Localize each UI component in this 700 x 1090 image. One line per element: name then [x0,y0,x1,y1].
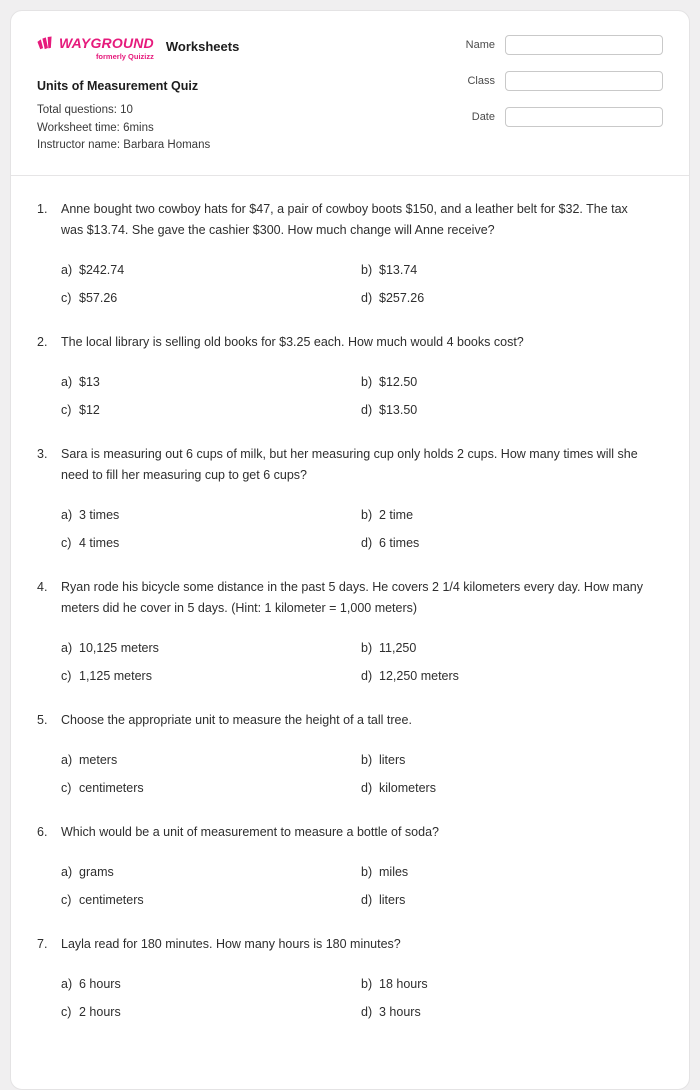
options-grid [61,368,661,424]
option-text: 2 time [379,507,414,522]
question-item [37,332,661,424]
class-field-row [453,71,663,91]
option-letter: d) [361,1004,373,1019]
date-field-label: Date [471,111,495,123]
option-letter: b) [361,752,373,767]
option-letter: c) [61,1004,72,1019]
question-number: 6. [37,824,48,839]
answer-option [61,746,361,774]
answer-option [361,662,661,690]
option-letter: c) [61,780,72,795]
options-grid [61,970,661,1026]
option-text: kilometers [379,780,436,795]
option-letter: d) [361,535,373,550]
option-text: centimeters [79,892,144,907]
option-letter: b) [361,507,373,522]
option-letter: c) [61,892,72,907]
options-grid [61,501,661,557]
answer-option [361,368,661,396]
worksheet-header [11,11,689,175]
question-text: Choose the appropriate unit to measure the height of a tall tree. [61,712,412,727]
question-item [37,199,661,312]
options-grid [61,256,661,312]
options-grid [61,858,661,914]
answer-option [61,634,361,662]
option-text: $12.50 [379,374,418,389]
question-text: Layla read for 180 minutes. How many hours is 180 minutes? [61,936,401,951]
question-number: 3. [37,446,48,461]
answer-option [361,501,661,529]
name-field-row [453,35,663,55]
name-input[interactable] [505,35,663,55]
option-letter: a) [61,507,73,522]
answer-option [361,774,661,802]
worksheet-card [10,10,690,1090]
answer-option [61,256,361,284]
option-letter: d) [361,402,373,417]
option-text: 10,125 meters [79,640,159,655]
answer-option [361,858,661,886]
answer-option [361,746,661,774]
answer-option [61,662,361,690]
answer-option [61,529,361,557]
option-letter: c) [61,402,72,417]
option-letter: c) [61,290,72,305]
date-input[interactable] [505,107,663,127]
wayground-logo-icon [37,36,55,51]
quiz-instructor-name: Instructor name: Barbara Homans [37,139,211,151]
wayground-wordmark: WAYGROUND [59,35,154,51]
answer-option [61,396,361,424]
option-text: 6 times [379,535,420,550]
option-text: 6 hours [79,976,121,991]
option-text: $13 [79,374,100,389]
option-text: $57.26 [79,290,118,305]
option-letter: a) [61,374,73,389]
option-letter: a) [61,864,73,879]
date-field-row [453,107,663,127]
option-text: 11,250 [379,640,417,655]
option-letter: b) [361,262,373,277]
name-field-label: Name [465,39,495,51]
option-text: 12,250 meters [379,668,459,683]
option-letter: d) [361,780,373,795]
option-text: $12 [79,402,100,417]
answer-option [61,858,361,886]
header-left [37,33,239,155]
answer-option [61,886,361,914]
answer-option [361,998,661,1026]
answer-option [361,396,661,424]
option-text: $13.74 [379,262,418,277]
options-grid [61,746,661,802]
option-text: 2 hours [79,1004,121,1019]
option-text: 18 hours [379,976,428,991]
option-text: 3 times [79,507,120,522]
option-letter: d) [361,668,373,683]
question-number: 4. [37,579,48,594]
option-text: 4 times [79,535,120,550]
quiz-worksheet-time: Worksheet time: 6mins [37,121,154,134]
question-item [37,710,661,802]
option-letter: c) [61,535,72,550]
option-letter: a) [61,752,73,767]
option-text: $257.26 [379,290,425,305]
option-text: 3 hours [379,1004,421,1019]
question-item [37,444,661,557]
option-text: liters [379,892,406,907]
option-letter: b) [361,374,373,389]
answer-option [61,774,361,802]
questions-list [11,176,689,1076]
option-text: 1,125 meters [79,668,152,683]
question-text: Ryan rode his bicycle some distance in the past 5 days. He covers 2 1/4 kilometers every day. How many meters did he cover in 5 days. (Hint: 1 kilometer = 1,000 meters) [61,579,643,615]
question-text: Anne bought two cowboy hats for $47, a pair of cowboy boots $150, and a leather belt for $32. The tax was $13.74. She gave the cashier $300. How much change will Anne receive? [61,201,628,237]
option-letter: b) [361,976,373,991]
option-letter: a) [61,262,73,277]
option-letter: c) [61,668,72,683]
wayground-subtitle: formerly Quizizz [95,52,154,61]
option-text: $242.74 [79,262,125,277]
product-name: Worksheets [165,39,240,54]
option-text: liters [379,752,406,767]
question-number: 7. [37,936,48,951]
wayground-logo [37,35,154,61]
answer-option [361,284,661,312]
option-letter: a) [61,640,73,655]
question-text: The local library is selling old books for $3.25 each. How much would 4 books cost? [61,334,524,349]
class-input[interactable] [505,71,663,91]
option-text: $13.50 [379,402,418,417]
answer-option [361,529,661,557]
question-number: 1. [37,201,48,216]
question-number: 5. [37,712,48,727]
quiz-title: Units of Measurement Quiz [37,79,199,93]
option-letter: b) [361,640,373,655]
options-grid [61,634,661,690]
question-number: 2. [37,334,48,349]
answer-option [361,256,661,284]
brand-row [37,35,239,61]
option-letter: b) [361,864,373,879]
option-text: centimeters [79,780,144,795]
answer-option [61,284,361,312]
quiz-total-questions: Total questions: 10 [37,104,133,116]
option-letter: d) [361,892,373,907]
answer-option [361,886,661,914]
option-letter: d) [361,290,373,305]
question-item [37,934,661,1026]
option-text: grams [79,864,114,879]
option-letter: a) [61,976,73,991]
answer-option [61,998,361,1026]
answer-option [361,634,661,662]
question-item [37,577,661,690]
student-fields [453,33,663,155]
option-text: miles [379,864,409,879]
answer-option [61,970,361,998]
question-text: Which would be a unit of measurement to measure a bottle of soda? [61,824,439,839]
answer-option [61,368,361,396]
answer-option [361,970,661,998]
option-text: meters [79,752,118,767]
question-text: Sara is measuring out 6 cups of milk, but her measuring cup only holds 2 cups. How many times will she need to fill her measuring cup to get 6 cups? [61,446,638,482]
answer-option [61,501,361,529]
question-item [37,822,661,914]
class-field-label: Class [467,75,495,87]
